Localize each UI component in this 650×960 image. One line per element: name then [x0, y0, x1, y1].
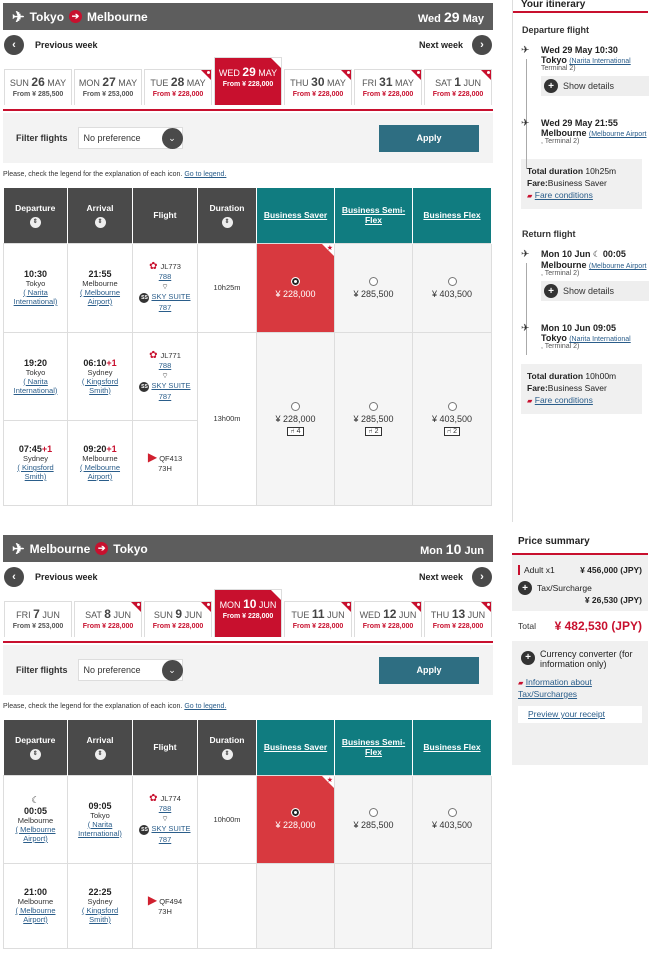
col-departure[interactable]: Departure ⇕ — [4, 720, 68, 775]
fare-cell-selected[interactable]: ★ ¥ 228,000 — [257, 775, 335, 863]
col-business-semi-flex[interactable]: Business Semi-Flex — [335, 720, 413, 775]
filter-bar — [3, 645, 493, 695]
destination-city: Tokyo — [113, 541, 148, 556]
aircraft-link[interactable]: 788 — [158, 272, 172, 281]
date-tab[interactable] — [74, 69, 142, 105]
date-price: From ¥ 228,000 — [152, 91, 204, 98]
fare-cell[interactable]: ¥ 228,000 ⑁ 4 — [257, 332, 335, 505]
next-week-button[interactable]: Next week › — [419, 35, 492, 55]
date-price: From ¥ 228,000 — [152, 623, 204, 630]
filter-label: Filter flights — [16, 665, 68, 675]
origin-city: Tokyo — [29, 9, 65, 24]
departure-total: Total duration 10h25m Fare:Business Saver ▰ Fare conditions — [521, 159, 642, 209]
arrow-right-icon: ➔ — [69, 10, 82, 23]
aircraft-link[interactable]: 788 — [158, 360, 172, 370]
sky-suite-icon: SS — [141, 383, 148, 390]
fare-cell[interactable]: ¥ 403,500 ⑁ 2 — [413, 332, 492, 505]
star-corner-icon — [411, 602, 421, 612]
col-duration[interactable]: Duration ⇕ — [198, 720, 257, 775]
star-corner-icon — [411, 70, 421, 80]
ticket-icon: ▰ — [527, 398, 533, 405]
filter-bar — [3, 113, 493, 163]
fare-radio[interactable] — [448, 808, 457, 817]
inbound-flights-table — [3, 720, 492, 949]
adult-line: Adult x1 ¥ 456,000 (JPY) — [518, 565, 648, 575]
date-price: From ¥ 228,000 — [432, 623, 484, 630]
apply-button[interactable]: Apply — [379, 657, 479, 684]
date-tab[interactable] — [284, 601, 352, 637]
airport-link[interactable]: (Melbourne Airport — [588, 263, 647, 270]
previous-week-button[interactable]: ‹ Previous week — [4, 35, 98, 55]
total-line: Total ¥ 482,530 (JPY) — [512, 611, 648, 641]
return-total: Total duration 10h00m Fare:Business Saver ▰ Fare conditions — [521, 364, 642, 414]
col-arrival[interactable]: Arrival ⇕ — [68, 720, 133, 775]
outbound-section — [3, 3, 493, 506]
date-label: WED 12 JUN — [359, 607, 417, 621]
airport-link[interactable]: ( Melbourne Airport) — [79, 288, 121, 306]
date-strip — [3, 66, 493, 111]
airport-link[interactable]: ( Melbourne Airport) — [15, 906, 56, 924]
date-label: WED 29 MAY — [218, 65, 278, 79]
seat-icon: ⑁ — [290, 427, 295, 435]
return-flight-title: Return flight — [522, 229, 576, 239]
arrow-right-icon: ➔ — [95, 542, 108, 555]
jal-logo-icon: ✿ — [149, 349, 158, 361]
date-strip — [3, 598, 493, 643]
seat-icon: ⑁ — [368, 427, 373, 435]
fare-cell-selected[interactable]: ★ ¥ 228,000 — [257, 243, 335, 332]
airport-link[interactable]: ( Narita International) — [13, 376, 58, 395]
col-business-saver[interactable]: Business Saver — [257, 188, 335, 243]
plane-icon: ✈ — [12, 540, 25, 558]
fare-radio[interactable] — [291, 808, 300, 817]
seats-left-badge: ⑁ 2 — [365, 427, 381, 436]
date-tab[interactable] — [354, 69, 422, 105]
itinerary-leg: ✈ Wed 29 May 10:30 Tokyo (Narita International Terminal 2) + Show details — [513, 45, 648, 96]
apply-button[interactable]: Apply — [379, 125, 479, 152]
jal-logo-icon: ✿ — [149, 792, 158, 804]
table-row: 19:20 Tokyo ( Narita International) 06:10+1 Sydney ( Kingsford Smith) ✿ JL771 788 ⌔ SS SKY SUITE 787 13h00m ¥ 228,000 ⑁ 4 ¥ 285,500 ⑁ 2 ¥ 403,500 ⑁ 2 — [4, 332, 492, 420]
filter-select[interactable]: No preference ⌄ — [78, 127, 183, 149]
jal-logo-icon: ✿ — [149, 261, 158, 272]
col-flight: Flight — [133, 188, 198, 243]
date-label: MON 27 MAY — [78, 75, 138, 89]
moon-icon: ☾ — [31, 795, 40, 805]
takeoff-icon: ✈ — [521, 249, 530, 260]
inbound-header — [3, 535, 493, 562]
date-price: From ¥ 228,000 — [362, 91, 414, 98]
date-label: THU 13 JUN — [430, 607, 486, 621]
aircraft-link[interactable]: 788 — [158, 803, 172, 813]
date-price: From ¥ 228,000 — [222, 613, 274, 620]
legend-note: Please, check the legend for the explanation of each icon. Go to legend. — [3, 703, 227, 710]
legend-note: Please, check the legend for the explanation of each icon. Go to legend. — [3, 171, 227, 178]
chevron-down-icon: ⌄ — [162, 128, 183, 149]
fare-conditions-link[interactable]: Fare conditions — [534, 190, 593, 200]
departure-flight-title: Departure flight — [522, 25, 590, 35]
date-tab[interactable] — [144, 601, 212, 637]
date-price: From ¥ 228,000 — [82, 623, 134, 630]
star-corner-icon — [201, 602, 211, 612]
currency-converter-button[interactable]: + Currency converter (for information only) — [518, 649, 642, 669]
itinerary-leg: ✈ Wed 29 May 21:55 Melbourne (Melbourne Airport , Terminal 2) — [521, 118, 647, 145]
date-price: From ¥ 228,000 — [362, 623, 414, 630]
airport-link[interactable]: ( Kingsford Smith) — [17, 463, 54, 481]
chevron-right-icon: › — [472, 35, 492, 55]
plane-icon: ✈ — [12, 8, 25, 26]
airport-link[interactable]: (Narita International — [569, 336, 631, 343]
fare-radio[interactable] — [369, 277, 378, 286]
date-label: THU 30 MAY — [290, 75, 346, 89]
col-arrival[interactable]: Arrival ⇕ — [68, 188, 133, 243]
plus-icon: + — [544, 79, 558, 93]
plus-icon: + — [521, 651, 535, 665]
date-price: From ¥ 228,000 — [292, 623, 344, 630]
seats-left-badge: ⑁ 2 — [444, 427, 460, 436]
fare-radio[interactable] — [448, 402, 457, 411]
sort-icon[interactable]: ⇕ — [95, 749, 106, 760]
date-price: From ¥ 253,000 — [12, 623, 64, 630]
duration-cell: 10h25m — [198, 243, 257, 332]
date-label: SUN 26 MAY — [9, 75, 67, 89]
preview-receipt-link[interactable]: Preview your receipt — [528, 709, 606, 719]
star-icon — [322, 776, 334, 788]
date-tab[interactable] — [354, 601, 422, 637]
date-tab[interactable] — [424, 601, 492, 637]
date-tab[interactable] — [4, 601, 72, 637]
fare-conditions-link[interactable]: Fare conditions — [534, 395, 593, 405]
airport-link[interactable]: (Narita International — [569, 58, 631, 65]
date-label: SAT 1 JUN — [435, 75, 481, 89]
filter-select[interactable]: No preference ⌄ — [78, 659, 183, 681]
date-tab[interactable] — [214, 589, 282, 637]
star-corner-icon — [201, 70, 211, 80]
moon-icon: ☾ — [592, 249, 601, 259]
seat-icon: ⑁ — [446, 427, 452, 435]
duration-cell: 10h00m — [198, 775, 257, 863]
date-price: From ¥ 228,000 — [222, 81, 274, 88]
origin-city: Melbourne — [29, 541, 91, 556]
plus-icon: + — [544, 284, 558, 298]
star-corner-icon — [481, 70, 491, 80]
fare-cell[interactable]: ¥ 285,500 ⑁ 2 — [335, 332, 413, 505]
sky-suite-icon: SS — [141, 295, 148, 301]
sort-icon[interactable]: ⇕ — [30, 217, 41, 228]
date-tab[interactable] — [4, 69, 72, 105]
itinerary-title: Your itinerary — [513, 0, 648, 13]
seats-left-badge: ⑁ 4 — [287, 427, 303, 436]
outbound-flights-table — [3, 188, 492, 506]
qantas-logo-icon: ▶ — [147, 449, 158, 464]
fare-radio[interactable] — [369, 808, 378, 817]
sky-suite-icon: SS — [141, 826, 148, 833]
date-label: MON 10 JUN — [219, 597, 277, 611]
next-week-button[interactable]: Next week › — [419, 567, 492, 587]
date-label: TUE 28 MAY — [150, 75, 206, 89]
fare-cell[interactable]: ¥ 403,500 — [413, 243, 492, 332]
sort-icon[interactable]: ⇕ — [222, 749, 233, 760]
landing-icon: ✈ — [521, 118, 530, 129]
show-details-button[interactable]: + Show details — [541, 281, 649, 301]
date-tab[interactable] — [74, 601, 142, 637]
suite-link[interactable]: SKY SUITE 787 — [151, 292, 191, 312]
fare-cell[interactable]: ¥ 403,500 — [413, 775, 492, 863]
selected-date: Mon 10 Jun — [420, 540, 484, 557]
chevron-left-icon: ‹ — [4, 567, 24, 587]
col-business-flex[interactable]: Business Flex — [413, 188, 492, 243]
itinerary-leg: ✈ Mon 10 Jun 09:05 Tokyo (Narita International , Terminal 2) — [521, 323, 631, 350]
star-corner-icon — [131, 602, 141, 612]
date-label: FRI 7 JUN — [16, 607, 60, 621]
sort-icon[interactable]: ⇕ — [95, 217, 106, 228]
airport-link[interactable]: ( Narita International) — [78, 819, 122, 838]
date-price: From ¥ 228,000 — [292, 91, 344, 98]
price-summary-title: Price summary — [512, 533, 648, 555]
date-price: From ¥ 285,500 — [12, 91, 64, 98]
destination-city: Melbourne — [87, 9, 148, 24]
previous-week-button[interactable]: ‹ Previous week — [4, 567, 98, 587]
airport-link[interactable]: ( Kingsford Smith) — [81, 906, 119, 924]
duration-cell: 13h00m — [198, 332, 257, 505]
star-corner-icon — [481, 602, 491, 612]
ticket-icon: ▰ — [527, 193, 533, 200]
date-label: FRI 31 MAY — [362, 75, 414, 89]
inbound-section — [3, 535, 493, 949]
legend-link[interactable]: Go to legend. — [184, 171, 227, 178]
suite-link[interactable]: SKY SUITE 787 — [151, 380, 191, 401]
table-row: 10:30 Tokyo ( Narita International) 21:55 Melbourne ( Melbourne Airport) ✿ JL773 788 ⌔ SS SKY SUITE 787 10h25m ★ ¥ 228,000 ¥ 285,500 ¥ 403,500 — [4, 243, 492, 332]
col-duration[interactable]: Duration ⇕ — [198, 188, 257, 243]
table-row: ☾ 00:05 Melbourne ( Melbourne Airport) 09:05 Tokyo ( Narita International) ✿ JL774 788 ⌔ SS SKY SUITE 787 10h00m ★ ¥ 228,000 ¥ 285,500 ¥ 403,500 — [4, 775, 492, 863]
col-business-semi-flex[interactable]: Business Semi-Flex — [335, 188, 413, 243]
star-corner-icon — [341, 602, 351, 612]
fare-radio[interactable] — [291, 277, 300, 286]
date-label: SUN 9 JUN — [153, 607, 203, 621]
takeoff-icon: ✈ — [521, 45, 530, 56]
date-price: From ¥ 253,000 — [82, 91, 134, 98]
fare-radio[interactable] — [291, 402, 300, 411]
airport-link[interactable]: ( Melbourne Airport) — [79, 463, 121, 481]
date-price: From ¥ 228,000 — [432, 91, 484, 98]
itinerary-panel — [512, 0, 648, 522]
tax-info-link[interactable]: Information about Tax/Surcharges — [518, 677, 592, 699]
tax-line[interactable]: + Tax/Surcharge — [512, 581, 648, 595]
price-summary-panel: Price summary Adult x1 ¥ 456,000 (JPY) + Tax/Surcharge ¥ 26,530 (JPY) Total ¥ 482,530 (JPY) + Currency converter (for information only) ▰ Information about Tax/Surcharges Preview your receipt — [512, 533, 648, 765]
suite-link[interactable]: SKY SUITE 787 — [151, 823, 191, 844]
date-tab[interactable] — [284, 69, 352, 105]
wifi-icon: ⌔ — [161, 282, 169, 291]
fare-cell[interactable]: ¥ 285,500 — [335, 243, 413, 332]
fare-radio[interactable] — [369, 402, 378, 411]
filter-label: Filter flights — [16, 133, 68, 143]
wifi-icon: ⌔ — [161, 813, 169, 823]
airport-link[interactable]: ( Melbourne Airport) — [15, 825, 56, 843]
col-flight: Flight — [133, 720, 198, 775]
outbound-header — [3, 3, 493, 30]
chevron-down-icon: ⌄ — [162, 660, 183, 681]
date-tab[interactable] — [424, 69, 492, 105]
ticket-icon: ▰ — [518, 680, 524, 687]
date-label: TUE 11 JUN — [291, 607, 345, 621]
table-row: 21:00 Melbourne ( Melbourne Airport) 22:25 Sydney ( Kingsford Smith) ▶ QF494 73H — [4, 863, 492, 948]
itinerary-leg: ✈ Mon 10 Jun ☾ 00:05 Melbourne (Melbourne Airport , Terminal 2) + Show details — [513, 249, 648, 301]
chevron-right-icon: › — [472, 567, 492, 587]
selected-date: Wed 29 May — [417, 8, 484, 25]
star-icon — [322, 244, 334, 256]
landing-icon: ✈ — [521, 323, 530, 334]
legend-link[interactable]: Go to legend. — [184, 703, 227, 710]
airport-link[interactable]: ( Kingsford Smith) — [81, 376, 119, 395]
chevron-left-icon: ‹ — [4, 35, 24, 55]
qantas-logo-icon: ▶ — [147, 892, 158, 907]
table-row: 07:45+1 Sydney ( Kingsford Smith) 09:20+1 Melbourne ( Melbourne Airport) ▶ QF413 73H — [4, 420, 492, 505]
star-corner-icon — [341, 70, 351, 80]
col-business-flex[interactable]: Business Flex — [413, 720, 492, 775]
sort-icon[interactable]: ⇕ — [222, 217, 233, 228]
fare-cell[interactable]: ¥ 285,500 — [335, 775, 413, 863]
star-corner-icon — [271, 58, 281, 68]
col-departure[interactable]: Departure ⇕ — [4, 188, 68, 243]
wifi-icon: ⌔ — [161, 370, 169, 380]
col-business-saver[interactable]: Business Saver — [257, 720, 335, 775]
date-label: SAT 8 JUN — [85, 607, 131, 621]
date-tab[interactable] — [214, 57, 282, 105]
airport-link[interactable]: ( Narita International) — [13, 288, 58, 306]
plus-icon: + — [518, 581, 532, 595]
sort-icon[interactable]: ⇕ — [30, 749, 41, 760]
star-corner-icon — [271, 590, 281, 600]
show-details-button[interactable]: + Show details — [541, 76, 649, 96]
date-tab[interactable] — [144, 69, 212, 105]
fare-radio[interactable] — [448, 277, 457, 286]
airport-link[interactable]: (Melbourne Airport — [588, 131, 647, 138]
